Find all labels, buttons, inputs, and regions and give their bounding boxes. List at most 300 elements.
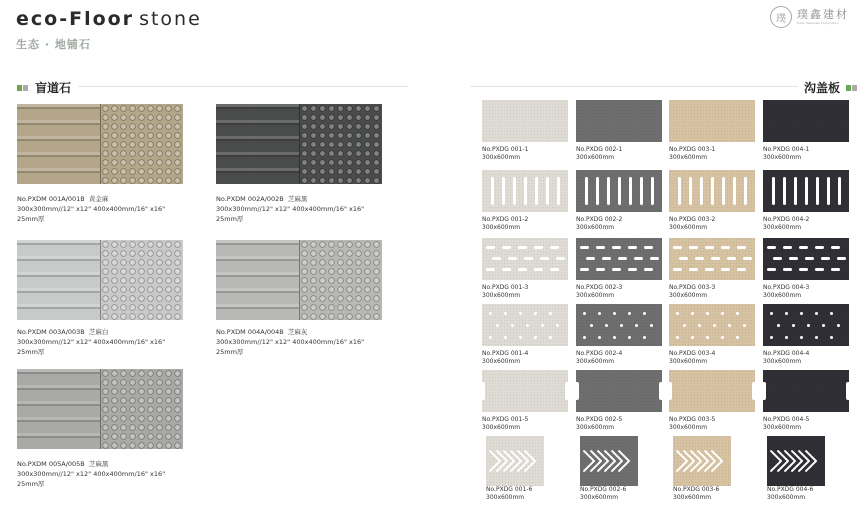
drain-slot [805,257,814,260]
drain-slot [794,177,797,205]
drain-slot [596,177,599,205]
drain-slot [580,268,589,271]
drain-slot [713,324,716,327]
drain-slot [705,246,714,249]
drain-slot [576,382,579,400]
drain-cover-code: No.PXDG 001-2 [482,216,529,223]
drain-slot [556,257,565,260]
drain-cover-tile [669,100,755,142]
tactile-tile-sesame [17,369,183,449]
drain-slot [770,312,773,315]
drain-slot [772,177,775,205]
tile-caption [216,327,416,357]
drain-cover-caption [482,350,572,366]
drain-slot [496,324,499,327]
company-logo [770,5,858,29]
drain-cover-tile [669,170,755,212]
tile-code: No.PXDM 001A/001B [17,195,85,203]
drain-slot [815,246,824,249]
drain-slot [736,336,739,339]
drain-cover-code: No.PXDG 004-6 [767,486,814,493]
drain-cover-size: 300x600mm [482,154,521,161]
drain-slot [549,312,552,315]
drain-cover-code: No.PXDG 002-1 [576,146,623,153]
tile-size: 300x300mm//12" x12" 400x400mm/16" x16" [17,470,166,478]
drain-slot [743,324,746,327]
drain-cover-code: No.PXDG 003-2 [669,216,716,223]
drain-cover-tile [482,238,568,280]
drain-cover-code: No.PXDG 004-4 [763,350,810,357]
drain-cover-size: 300x600mm [763,224,802,231]
drain-slot [711,257,720,260]
tile-dot-half [100,369,183,449]
drain-cover-tile [486,436,544,486]
drain-slot [830,336,833,339]
drain-slot [737,268,746,271]
drain-slot [727,257,736,260]
drain-cover-size: 300x600mm [763,292,802,299]
drain-slot [620,324,623,327]
drain-cover-code: No.PXDG 003-4 [669,350,716,357]
drain-slot [541,324,544,327]
section-title-drain [804,79,858,96]
drain-slot [815,336,818,339]
drain-slot [837,257,846,260]
drain-cover-code: No.PXDG 002-2 [576,216,623,223]
drain-slot [807,324,810,327]
drain-slot [618,257,627,260]
tile-stripe-half [17,104,100,184]
brand-subtitle: 生态 · 地铺石 [16,38,91,51]
tile-name: 芝麻黑 [287,195,308,203]
drain-slot [669,382,672,400]
drain-cover-code: No.PXDG 002-5 [576,416,623,423]
drain-cover-code: No.PXDG 003-1 [669,146,716,153]
drain-cover-tile [482,304,568,346]
tactile-tile-black [216,104,382,184]
drain-cover-tile [576,304,662,346]
drain-slot [508,257,517,260]
brand-title-light: stone [139,8,202,30]
drain-slot [502,177,505,205]
drain-slot [706,312,709,315]
drain-slot [534,336,537,339]
tile-dot-half [299,104,382,184]
tile-stripe-half [17,369,100,449]
drain-cover-tile [767,436,825,486]
drain-cover-tile [576,370,662,412]
drain-slot [800,312,803,315]
drain-slot [770,336,773,339]
drain-cover-tile [580,436,638,486]
section-title-text: 盲道石 [35,81,72,95]
drain-cover-caption [669,350,759,366]
drain-slot [511,324,514,327]
drain-slot [767,246,776,249]
drain-cover-size: 300x600mm [767,494,806,501]
drain-slot [815,268,824,271]
section-title-tactile [17,79,71,96]
drain-slot [700,177,703,205]
drain-slot [602,257,611,260]
drain-cover-tile [673,436,731,486]
tile-code: No.PXDM 003A/003B [17,328,85,336]
drain-cover-code: No.PXDG 001-1 [482,146,529,153]
drain-slot [705,268,714,271]
drain-slot [767,268,776,271]
drain-cover-code: No.PXDG 004-2 [763,216,810,223]
drain-cover-size: 300x600mm [580,494,619,501]
tile-size: 300x300mm//12" x12" 400x400mm/16" x16" [216,338,365,346]
drain-slot [502,268,511,271]
drain-cover-caption [482,146,572,162]
drain-slot [546,177,549,205]
brand-title [16,8,202,30]
drain-slot [596,246,605,249]
drain-slot [837,324,840,327]
tile-name: 芝麻黑 [88,460,109,468]
drain-slot [492,257,501,260]
drain-cover-size: 300x600mm [576,424,615,431]
drain-slot [689,246,698,249]
tile-caption [17,327,217,357]
drain-slot [673,268,682,271]
drain-slot [518,268,527,271]
drain-slot [691,336,694,339]
drain-cover-code: No.PXDG 004-1 [763,146,810,153]
drain-cover-tile [669,370,755,412]
tile-stripe-half [216,104,299,184]
drain-slot [513,177,516,205]
drain-slot [777,324,780,327]
drain-slot [650,257,659,260]
drain-slot [783,268,792,271]
drain-slot [585,177,588,205]
drain-slot [744,177,747,205]
drain-cover-caption [576,216,666,232]
drain-cover-code: No.PXDG 003-5 [669,416,716,423]
drain-cover-size: 300x600mm [482,224,521,231]
drain-slot [586,257,595,260]
tile-name: 芝麻白 [88,328,109,336]
drain-cover-caption [763,416,853,432]
drain-slot [565,382,568,400]
drain-slot [821,257,830,260]
drain-cover-caption [673,486,763,502]
drain-slot [613,312,616,315]
drain-slot [612,268,621,271]
drain-cover-caption [763,350,853,366]
drain-cover-size: 300x600mm [669,292,708,299]
drain-slot [752,382,755,400]
tile-dot-half [299,240,382,320]
drain-slot [721,336,724,339]
section-marker-icon [17,85,29,91]
tile-thickness: 25mm厚 [216,348,244,356]
drain-slot [489,312,492,315]
drain-cover-caption [763,146,853,162]
tile-code: No.PXDM 004A/004B [216,328,284,336]
tile-caption [17,194,217,224]
drain-slot [763,382,766,400]
drain-slot [519,312,522,315]
drain-slot [549,336,552,339]
drain-cover-tile [669,304,755,346]
drain-slot [721,268,730,271]
drain-cover-caption [482,284,572,300]
drain-slot [534,268,543,271]
section-divider [78,86,408,87]
drain-slot [504,336,507,339]
drain-slot [612,246,621,249]
drain-cover-caption [482,216,572,232]
tile-stripe-half [17,240,100,320]
drain-slot [733,177,736,205]
drain-slot [644,268,653,271]
drain-cover-size: 300x600mm [482,358,521,365]
drain-cover-code: No.PXDG 001-5 [482,416,529,423]
drain-slot [605,324,608,327]
drain-slot [535,177,538,205]
section-title-text: 沟盖板 [804,81,841,95]
drain-slot [830,312,833,315]
tactile-tile-gold [17,104,183,184]
drain-slot [792,324,795,327]
drain-cover-tile [669,238,755,280]
tile-size: 300x300mm//12" x12" 400x400mm/16" x16" [17,205,166,213]
drain-slot [486,246,495,249]
drain-slot [785,312,788,315]
drain-slot [518,246,527,249]
drain-cover-tile [576,100,662,142]
drain-slot [482,382,485,400]
drain-slot [590,324,593,327]
drain-slot [698,324,701,327]
drain-cover-code: No.PXDG 001-4 [482,350,529,357]
drain-slot [676,336,679,339]
tile-thickness: 25mm厚 [17,348,45,356]
tactile-tile-grey [216,240,382,320]
drain-cover-caption [669,216,759,232]
drain-cover-code: No.PXDG 003-3 [669,284,716,291]
drain-slot [598,312,601,315]
drain-cover-caption [669,284,759,300]
drain-slot [634,257,643,260]
drain-slot [689,177,692,205]
drain-cover-size: 300x600mm [486,494,525,501]
drain-slot [785,336,788,339]
drain-slot [489,336,492,339]
drain-slot [673,246,682,249]
drain-cover-code: No.PXDG 001-6 [486,486,533,493]
drain-slot [580,246,589,249]
tile-dot-half [100,104,183,184]
drain-slot [799,268,808,271]
drain-cover-size: 300x600mm [763,424,802,431]
drain-cover-tile [482,170,568,212]
drain-slot [773,257,782,260]
drain-cover-caption [486,486,576,502]
drain-slot [678,177,681,205]
drain-slot [491,177,494,205]
tile-thickness: 25mm厚 [216,215,244,223]
drain-cover-caption [669,146,759,162]
drain-slot [504,312,507,315]
drain-cover-caption [763,216,853,232]
drain-cover-tile [763,370,849,412]
drain-slot [743,257,752,260]
tile-name: 黄金麻 [88,195,109,203]
drain-slot [550,246,559,249]
drain-cover-code: No.PXDG 001-3 [482,284,529,291]
drain-cover-tile [576,238,662,280]
drain-cover-caption [576,416,666,432]
drain-cover-size: 300x600mm [669,224,708,231]
section-divider [470,86,798,87]
drain-slot [691,312,694,315]
drain-slot [695,257,704,260]
drain-slot [679,257,688,260]
drain-cover-caption [576,350,666,366]
drain-cover-tile [482,370,568,412]
logo-name: 璞鑫建材 [797,8,849,21]
drain-slot [644,246,653,249]
drain-slot [650,324,653,327]
drain-slot [613,336,616,339]
drain-cover-tile [482,100,568,142]
tile-size: 300x300mm//12" x12" 400x400mm/16" x16" [17,338,166,346]
drain-slot [676,312,679,315]
drain-slot [789,257,798,260]
drain-cover-size: 300x600mm [763,358,802,365]
drain-cover-size: 300x600mm [669,424,708,431]
drain-slot [651,177,654,205]
drain-cover-caption [576,284,666,300]
drain-slot [846,382,849,400]
drain-slot [526,324,529,327]
drain-slot [534,246,543,249]
tile-dot-half [100,240,183,320]
drain-slot [598,336,601,339]
drain-slot [737,246,746,249]
drain-slot [783,177,786,205]
drain-cover-caption [669,416,759,432]
logo-english: Puxin Materials Corporation [797,21,839,25]
drain-slot [607,177,610,205]
drain-slot [711,177,714,205]
tile-size: 300x300mm//12" x12" 400x400mm/16" x16" [216,205,365,213]
drain-cover-code: No.PXDG 004-3 [763,284,810,291]
drain-cover-size: 300x600mm [576,358,615,365]
drain-slot [583,312,586,315]
drain-slot [583,336,586,339]
tile-caption [216,194,416,224]
drain-slot [524,257,533,260]
drain-cover-size: 300x600mm [576,154,615,161]
drain-slot [550,268,559,271]
drain-slot [659,382,662,400]
drain-cover-code: No.PXDG 002-3 [576,284,623,291]
drain-slot [557,177,560,205]
drain-slot [815,312,818,315]
drain-slot [816,177,819,205]
drain-slot [519,336,522,339]
tile-code: No.PXDM 005A/005B [17,460,85,468]
tile-code: No.PXDM 002A/002B [216,195,284,203]
drain-cover-caption [580,486,670,502]
drain-cover-size: 300x600mm [673,494,712,501]
tile-caption [17,459,217,489]
drain-cover-size: 300x600mm [669,154,708,161]
drain-slot [556,324,559,327]
drain-slot [629,177,632,205]
drain-slot [596,268,605,271]
drain-cover-size: 300x600mm [576,292,615,299]
drain-slot [502,246,511,249]
drain-slot [822,324,825,327]
drain-slot [728,324,731,327]
drain-slot [783,246,792,249]
drain-cover-size: 300x600mm [576,224,615,231]
drain-cover-size: 300x600mm [669,358,708,365]
drain-cover-caption [482,416,572,432]
drain-slot [486,268,495,271]
drain-slot [721,246,730,249]
drain-cover-size: 300x600mm [763,154,802,161]
drain-slot [628,246,637,249]
drain-slot [628,336,631,339]
drain-cover-code: No.PXDG 002-4 [576,350,623,357]
drain-cover-tile [763,304,849,346]
drain-slot [540,257,549,260]
drain-cover-tile [763,238,849,280]
drain-slot [689,268,698,271]
tile-name: 芝麻灰 [287,328,308,336]
brand-title-bold: eco-Floor [16,8,135,30]
drain-cover-caption [576,146,666,162]
drain-slot [838,177,841,205]
drain-slot [643,336,646,339]
tactile-tile-white [17,240,183,320]
drain-cover-caption [763,284,853,300]
section-marker-icon [846,85,858,91]
drain-slot [736,312,739,315]
tile-stripe-half [216,240,299,320]
logo-seal-icon: 璞 [770,6,792,28]
drain-slot [618,177,621,205]
tile-thickness: 25mm厚 [17,215,45,223]
drain-slot [721,312,724,315]
drain-slot [628,312,631,315]
drain-slot [643,312,646,315]
drain-slot [683,324,686,327]
drain-cover-code: No.PXDG 003-6 [673,486,720,493]
drain-cover-size: 300x600mm [482,292,521,299]
drain-slot [706,336,709,339]
drain-cover-code: No.PXDG 004-5 [763,416,810,423]
drain-cover-code: No.PXDG 002-6 [580,486,627,493]
drain-slot [805,177,808,205]
drain-cover-tile [576,170,662,212]
drain-slot [831,268,840,271]
tile-thickness: 25mm厚 [17,480,45,488]
drain-cover-tile [763,100,849,142]
drain-slot [640,177,643,205]
drain-slot [635,324,638,327]
drain-slot [827,177,830,205]
drain-slot [628,268,637,271]
drain-slot [800,336,803,339]
